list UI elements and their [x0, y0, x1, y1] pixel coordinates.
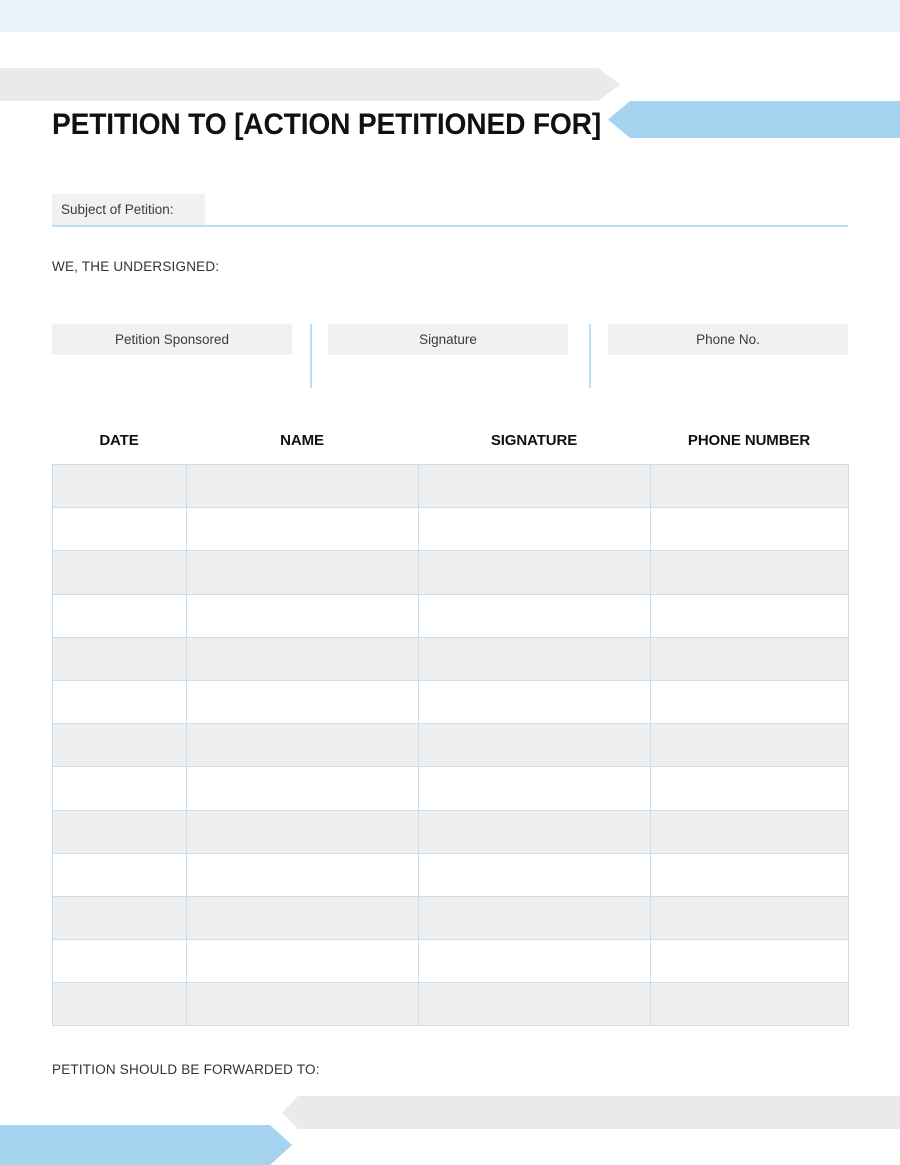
column-header-phone-number: PHONE NUMBER	[687, 432, 811, 449]
table-row	[53, 940, 849, 983]
cell-phone[interactable]	[651, 508, 849, 551]
cell-signature[interactable]	[419, 896, 651, 939]
sponsor-divider-2	[589, 324, 591, 388]
cell-signature[interactable]	[419, 767, 651, 810]
cell-signature[interactable]	[419, 940, 651, 983]
signature-table-body	[53, 465, 849, 1026]
cell-phone[interactable]	[651, 853, 849, 896]
cell-date[interactable]	[53, 551, 187, 594]
cell-name[interactable]	[187, 940, 419, 983]
cell-signature[interactable]	[419, 594, 651, 637]
cell-date[interactable]	[53, 767, 187, 810]
cell-phone[interactable]	[651, 767, 849, 810]
table-row	[53, 551, 849, 594]
cell-name[interactable]	[187, 983, 419, 1026]
cell-date[interactable]	[53, 853, 187, 896]
sponsor-fields-group	[52, 324, 848, 390]
cell-phone[interactable]	[651, 724, 849, 767]
cell-date[interactable]	[53, 680, 187, 723]
cell-date[interactable]	[53, 637, 187, 680]
table-row	[53, 465, 849, 508]
cell-signature[interactable]	[419, 680, 651, 723]
cell-phone[interactable]	[651, 465, 849, 508]
cell-date[interactable]	[53, 810, 187, 853]
cell-name[interactable]	[187, 551, 419, 594]
table-row	[53, 680, 849, 723]
table-row	[53, 810, 849, 853]
page-title: PETITION TO [ACTION PETITIONED FOR]	[52, 108, 602, 141]
table-row	[53, 637, 849, 680]
table-row	[53, 896, 849, 939]
cell-signature[interactable]	[419, 551, 651, 594]
cell-signature[interactable]	[419, 637, 651, 680]
cell-date[interactable]	[53, 940, 187, 983]
cell-name[interactable]	[187, 724, 419, 767]
cell-date[interactable]	[53, 983, 187, 1026]
cell-date[interactable]	[53, 896, 187, 939]
cell-date[interactable]	[53, 465, 187, 508]
header-blue-chevron-banner	[608, 101, 900, 138]
footer-blue-arrow-banner	[0, 1125, 292, 1165]
table-row	[53, 508, 849, 551]
table-row	[53, 767, 849, 810]
cell-phone[interactable]	[651, 896, 849, 939]
sponsor-phone-no-field[interactable]: Phone No.	[608, 324, 848, 355]
signature-table	[52, 464, 849, 1026]
cell-phone[interactable]	[651, 594, 849, 637]
cell-phone[interactable]	[651, 810, 849, 853]
cell-date[interactable]	[53, 594, 187, 637]
table-row	[53, 724, 849, 767]
footer-gray-chevron-banner	[282, 1096, 900, 1129]
table-row	[53, 594, 849, 637]
sponsor-signature-field[interactable]: Signature	[328, 324, 568, 355]
cell-date[interactable]	[53, 508, 187, 551]
cell-signature[interactable]	[419, 724, 651, 767]
petition-forwarded-to-label: PETITION SHOULD BE FORWARDED TO:	[52, 1062, 320, 1077]
column-header-date: DATE	[99, 432, 139, 449]
cell-name[interactable]	[187, 680, 419, 723]
petition-sponsored-field[interactable]: Petition Sponsored	[52, 324, 292, 355]
cell-phone[interactable]	[651, 680, 849, 723]
header-gray-arrow-banner	[0, 68, 620, 101]
signature-table-headers	[52, 432, 848, 456]
cell-signature[interactable]	[419, 983, 651, 1026]
cell-signature[interactable]	[419, 508, 651, 551]
cell-name[interactable]	[187, 767, 419, 810]
cell-phone[interactable]	[651, 940, 849, 983]
sponsor-divider-1	[310, 324, 312, 388]
table-row	[53, 853, 849, 896]
cell-phone[interactable]	[651, 637, 849, 680]
cell-signature[interactable]	[419, 853, 651, 896]
cell-name[interactable]	[187, 637, 419, 680]
column-header-name: NAME	[280, 432, 324, 449]
undersigned-label: WE, THE UNDERSIGNED:	[52, 259, 220, 274]
cell-name[interactable]	[187, 508, 419, 551]
table-row	[53, 983, 849, 1026]
cell-name[interactable]	[187, 465, 419, 508]
cell-name[interactable]	[187, 594, 419, 637]
cell-name[interactable]	[187, 810, 419, 853]
cell-name[interactable]	[187, 896, 419, 939]
cell-signature[interactable]	[419, 465, 651, 508]
cell-phone[interactable]	[651, 983, 849, 1026]
cell-phone[interactable]	[651, 551, 849, 594]
cell-date[interactable]	[53, 724, 187, 767]
column-header-signature: SIGNATURE	[490, 432, 578, 449]
subject-of-petition-field[interactable]	[52, 194, 848, 227]
subject-of-petition-underline	[52, 225, 848, 227]
cell-signature[interactable]	[419, 810, 651, 853]
subject-of-petition-label: Subject of Petition:	[52, 194, 205, 225]
top-accent-band	[0, 0, 900, 32]
cell-name[interactable]	[187, 853, 419, 896]
